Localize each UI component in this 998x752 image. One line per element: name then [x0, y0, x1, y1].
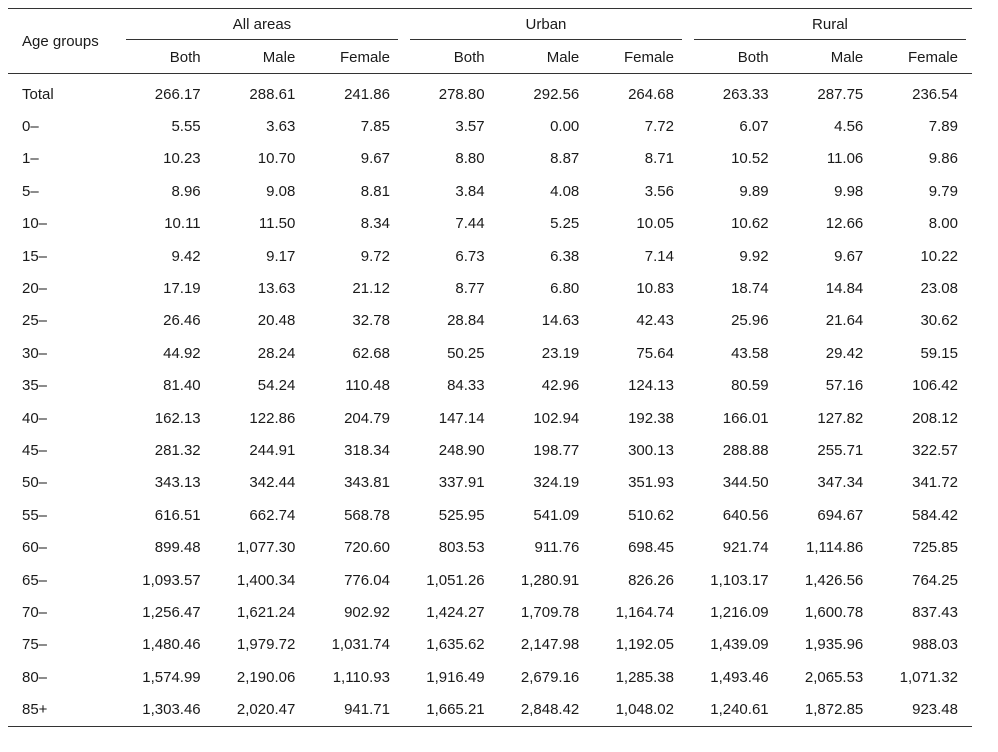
table-row [8, 175, 972, 207]
table-row [8, 143, 972, 175]
mortality-table [8, 8, 972, 727]
value-cell: 4.56 [834, 118, 864, 136]
group-header-label: Urban [410, 10, 682, 40]
table-row [8, 402, 972, 434]
value-cell: 725.85 [912, 539, 958, 557]
value-cell: 9.89 [739, 182, 769, 200]
value-cell: 1,635.62 [426, 636, 485, 654]
value-cell: 10.22 [920, 247, 958, 265]
value-cell: 1,031.74 [331, 636, 390, 654]
group-header-all-areas [120, 9, 404, 42]
value-cell: 263.33 [722, 85, 769, 103]
value-cell: 29.42 [825, 344, 864, 362]
value-cell: 287.75 [817, 85, 864, 103]
value-cell: 288.88 [722, 441, 769, 459]
value-cell: 11.50 [258, 215, 296, 233]
age-group-cell: 20– [22, 280, 48, 298]
value-cell: 10.70 [257, 150, 296, 168]
value-cell: 241.86 [344, 85, 390, 103]
table-row [8, 370, 972, 402]
value-cell: 6.80 [550, 280, 580, 298]
value-cell: 1,935.96 [804, 636, 864, 654]
value-cell: 80.59 [731, 377, 769, 395]
value-cell: 44.92 [163, 344, 201, 362]
value-cell: 694.67 [817, 506, 864, 524]
value-cell: 1,979.72 [236, 636, 296, 654]
group-header-row [8, 9, 972, 42]
value-cell: 803.53 [438, 539, 485, 557]
table-row [8, 337, 972, 369]
value-cell: 1,071.32 [899, 668, 958, 686]
value-cell: 102.94 [533, 409, 580, 427]
value-cell: 9.67 [834, 247, 864, 265]
value-cell: 342.44 [249, 474, 296, 492]
value-cell: 1,600.78 [804, 603, 864, 621]
value-cell: 12.66 [825, 215, 864, 233]
value-cell: 3.57 [455, 118, 485, 136]
value-cell: 204.79 [344, 409, 390, 427]
value-cell: 8.80 [455, 150, 485, 168]
value-cell: 124.13 [628, 377, 674, 395]
value-cell: 198.77 [533, 441, 580, 459]
value-cell: 2,065.53 [804, 668, 864, 686]
value-cell: 6.73 [455, 247, 485, 265]
age-group-cell: 1– [22, 150, 39, 168]
value-cell: 5.55 [171, 118, 201, 136]
value-cell: 9.72 [360, 247, 390, 265]
value-cell: 764.25 [912, 571, 958, 589]
age-group-cell: 50– [22, 474, 48, 492]
table-row [8, 110, 972, 142]
value-cell: 10.52 [731, 150, 769, 168]
value-cell: 899.48 [154, 539, 201, 557]
value-cell: 54.24 [257, 377, 296, 395]
value-cell: 8.96 [171, 182, 201, 200]
value-cell: 1,872.85 [804, 701, 864, 719]
value-cell: 81.40 [163, 377, 201, 395]
age-group-cell: 60– [22, 539, 48, 557]
age-groups-header: Age groups [22, 32, 99, 50]
value-cell: 776.04 [344, 571, 390, 589]
group-header-label: Rural [694, 10, 966, 40]
subheader-both: Both [169, 48, 201, 66]
value-cell: 122.86 [249, 409, 296, 427]
value-cell: 318.34 [344, 441, 390, 459]
value-cell: 640.56 [722, 506, 769, 524]
value-cell: 1,110.93 [332, 668, 390, 686]
subheader-male: Male [546, 48, 580, 66]
value-cell: 1,709.78 [520, 603, 580, 621]
value-cell: 9.86 [928, 150, 958, 168]
age-group-cell: 55– [22, 506, 48, 524]
value-cell: 1,424.27 [426, 603, 485, 621]
age-group-cell: 85+ [22, 701, 48, 719]
table-row [8, 467, 972, 499]
value-cell: 1,493.46 [710, 668, 769, 686]
value-cell: 10.11 [164, 215, 201, 233]
value-cell: 3.63 [266, 118, 296, 136]
subheader-row [8, 41, 972, 74]
table-row [8, 272, 972, 304]
value-cell: 826.26 [628, 571, 674, 589]
subheader-female: Female [339, 48, 390, 66]
value-cell: 147.14 [438, 409, 485, 427]
value-cell: 17.19 [163, 280, 201, 298]
subheader-male: Male [830, 48, 864, 66]
value-cell: 84.33 [447, 377, 485, 395]
value-cell: 14.63 [541, 312, 580, 330]
table-row [8, 74, 972, 111]
value-cell: 30.62 [920, 312, 958, 330]
age-group-cell: 25– [22, 312, 48, 330]
value-cell: 236.54 [912, 85, 958, 103]
table-row [8, 499, 972, 531]
value-cell: 3.56 [644, 182, 674, 200]
value-cell: 2,020.47 [236, 701, 296, 719]
value-cell: 14.84 [825, 280, 864, 298]
age-group-cell: 15– [22, 247, 48, 265]
value-cell: 110.48 [345, 377, 390, 395]
age-group-cell: 5– [22, 182, 39, 200]
value-cell: 616.51 [154, 506, 201, 524]
value-cell: 2,679.16 [520, 668, 580, 686]
value-cell: 21.64 [825, 312, 864, 330]
value-cell: 1,574.99 [142, 668, 201, 686]
value-cell: 162.13 [154, 409, 201, 427]
value-cell: 324.19 [533, 474, 580, 492]
value-cell: 20.48 [257, 312, 296, 330]
value-cell: 208.12 [912, 409, 958, 427]
value-cell: 9.17 [266, 247, 296, 265]
group-header-rural [688, 9, 972, 42]
value-cell: 921.74 [722, 539, 769, 557]
table-row [8, 531, 972, 563]
value-cell: 6.07 [739, 118, 769, 136]
value-cell: 1,164.74 [615, 603, 674, 621]
value-cell: 43.58 [731, 344, 769, 362]
subheader-male: Male [262, 48, 296, 66]
value-cell: 988.03 [912, 636, 958, 654]
subheader-both: Both [737, 48, 769, 66]
value-cell: 8.77 [455, 280, 485, 298]
value-cell: 923.48 [912, 701, 958, 719]
age-group-cell: 10– [22, 215, 48, 233]
value-cell: 192.38 [628, 409, 674, 427]
value-cell: 1,216.09 [710, 603, 769, 621]
table-row [8, 596, 972, 628]
value-cell: 9.08 [266, 182, 296, 200]
value-cell: 9.67 [360, 150, 390, 168]
age-group-cell: 0– [22, 118, 39, 136]
value-cell: 1,621.24 [236, 603, 296, 621]
value-cell: 8.87 [550, 150, 580, 168]
value-cell: 911.76 [534, 539, 580, 557]
value-cell: 106.42 [912, 377, 958, 395]
value-cell: 6.38 [550, 247, 580, 265]
value-cell: 292.56 [533, 85, 580, 103]
value-cell: 7.85 [360, 118, 390, 136]
value-cell: 525.95 [438, 506, 485, 524]
value-cell: 541.09 [533, 506, 580, 524]
age-group-cell: 65– [22, 571, 48, 589]
value-cell: 281.32 [154, 441, 201, 459]
value-cell: 255.71 [817, 441, 864, 459]
age-group-cell: 75– [22, 636, 48, 654]
value-cell: 902.92 [344, 603, 390, 621]
value-cell: 244.91 [249, 441, 296, 459]
value-cell: 1,426.56 [804, 571, 864, 589]
value-cell: 266.17 [154, 85, 201, 103]
value-cell: 1,916.49 [426, 668, 485, 686]
table-header [8, 9, 972, 74]
age-group-cell: 35– [22, 377, 48, 395]
value-cell: 10.05 [636, 215, 674, 233]
value-cell: 28.24 [257, 344, 296, 362]
table-row [8, 434, 972, 466]
value-cell: 62.68 [352, 344, 390, 362]
value-cell: 1,192.05 [615, 636, 674, 654]
age-group-cell: Total [22, 85, 54, 103]
value-cell: 2,147.98 [520, 636, 580, 654]
value-cell: 9.98 [834, 182, 864, 200]
table-row [8, 693, 972, 726]
value-cell: 4.08 [550, 182, 580, 200]
age-group-cell: 40– [22, 409, 48, 427]
group-header-urban [404, 9, 688, 42]
value-cell: 343.81 [344, 474, 390, 492]
value-cell: 25.96 [731, 312, 769, 330]
table-row [8, 629, 972, 661]
value-cell: 337.91 [438, 474, 485, 492]
value-cell: 1,665.21 [426, 701, 485, 719]
value-cell: 11.06 [826, 150, 864, 168]
value-cell: 9.92 [739, 247, 769, 265]
value-cell: 8.71 [644, 150, 674, 168]
table-body [8, 74, 972, 727]
subheader-both: Both [453, 48, 485, 66]
value-cell: 1,303.46 [142, 701, 201, 719]
value-cell: 278.80 [438, 85, 485, 103]
value-cell: 837.43 [912, 603, 958, 621]
value-cell: 1,114.86 [806, 539, 864, 557]
value-cell: 248.90 [438, 441, 485, 459]
value-cell: 8.81 [360, 182, 390, 200]
table-row [8, 240, 972, 272]
value-cell: 941.71 [344, 701, 390, 719]
value-cell: 7.44 [455, 215, 485, 233]
value-cell: 127.82 [817, 409, 864, 427]
value-cell: 9.42 [171, 247, 201, 265]
value-cell: 50.25 [447, 344, 485, 362]
value-cell: 42.96 [541, 377, 580, 395]
value-cell: 166.01 [722, 409, 769, 427]
value-cell: 698.45 [628, 539, 674, 557]
value-cell: 288.61 [249, 85, 296, 103]
value-cell: 7.89 [928, 118, 958, 136]
value-cell: 26.46 [163, 312, 201, 330]
group-header-label: All areas [126, 10, 398, 40]
age-group-cell: 70– [22, 603, 48, 621]
value-cell: 5.25 [550, 215, 580, 233]
table-row [8, 661, 972, 693]
value-cell: 264.68 [628, 85, 674, 103]
value-cell: 341.72 [912, 474, 958, 492]
value-cell: 75.64 [636, 344, 674, 362]
value-cell: 59.15 [920, 344, 958, 362]
value-cell: 322.57 [912, 441, 958, 459]
value-cell: 1,051.26 [426, 571, 485, 589]
value-cell: 347.34 [817, 474, 864, 492]
value-cell: 10.62 [731, 215, 769, 233]
subheader-female: Female [907, 48, 958, 66]
value-cell: 1,256.47 [142, 603, 201, 621]
value-cell: 662.74 [249, 506, 296, 524]
age-group-cell: 80– [22, 668, 48, 686]
value-cell: 13.63 [257, 280, 296, 298]
value-cell: 351.93 [628, 474, 674, 492]
value-cell: 1,285.38 [615, 668, 674, 686]
table-row [8, 208, 972, 240]
value-cell: 42.43 [636, 312, 674, 330]
value-cell: 300.13 [628, 441, 674, 459]
value-cell: 23.19 [541, 344, 580, 362]
value-cell: 10.23 [163, 150, 201, 168]
value-cell: 1,093.57 [142, 571, 201, 589]
value-cell: 344.50 [722, 474, 769, 492]
value-cell: 1,280.91 [520, 571, 580, 589]
value-cell: 2,190.06 [236, 668, 296, 686]
age-group-cell: 45– [22, 441, 48, 459]
value-cell: 1,077.30 [236, 539, 296, 557]
subheader-female: Female [623, 48, 674, 66]
table-row [8, 305, 972, 337]
value-cell: 343.13 [154, 474, 201, 492]
table-row [8, 564, 972, 596]
value-cell: 1,400.34 [236, 571, 296, 589]
value-cell: 9.79 [928, 182, 958, 200]
value-cell: 28.84 [447, 312, 485, 330]
value-cell: 3.84 [455, 182, 485, 200]
value-cell: 1,048.02 [615, 701, 674, 719]
value-cell: 21.12 [352, 280, 390, 298]
value-cell: 1,103.17 [710, 571, 769, 589]
value-cell: 8.00 [928, 215, 958, 233]
value-cell: 1,240.61 [710, 701, 769, 719]
mortality-table-container [8, 8, 972, 727]
value-cell: 1,439.09 [710, 636, 769, 654]
value-cell: 32.78 [352, 312, 390, 330]
value-cell: 720.60 [344, 539, 390, 557]
value-cell: 10.83 [636, 280, 674, 298]
value-cell: 568.78 [344, 506, 390, 524]
value-cell: 7.14 [644, 247, 674, 265]
value-cell: 18.74 [731, 280, 769, 298]
age-group-cell: 30– [22, 344, 48, 362]
value-cell: 8.34 [360, 215, 390, 233]
value-cell: 2,848.42 [520, 701, 580, 719]
value-cell: 23.08 [920, 280, 958, 298]
value-cell: 1,480.46 [142, 636, 201, 654]
value-cell: 7.72 [644, 118, 674, 136]
value-cell: 584.42 [912, 506, 958, 524]
value-cell: 510.62 [628, 506, 674, 524]
value-cell: 0.00 [550, 118, 580, 136]
value-cell: 57.16 [825, 377, 864, 395]
